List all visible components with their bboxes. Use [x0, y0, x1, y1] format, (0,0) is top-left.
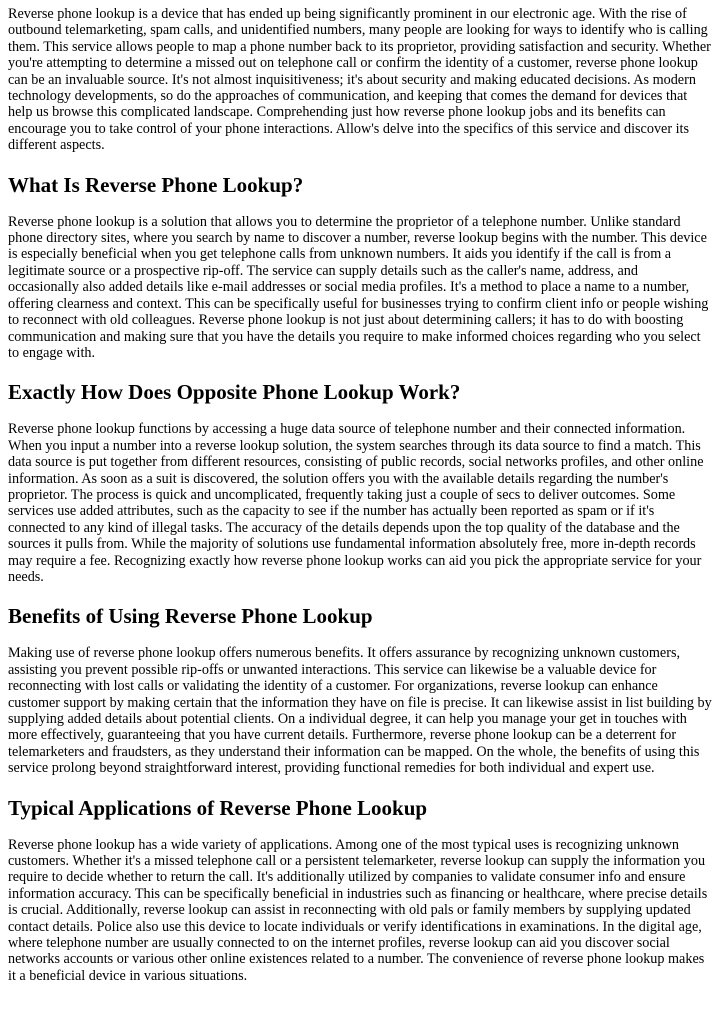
section-how-it-works — [8, 380, 712, 585]
section-heading: Exactly How Does Opposite Phone Lookup Work? — [8, 380, 461, 405]
section-heading: What Is Reverse Phone Lookup? — [8, 172, 304, 197]
section-paragraph: Reverse phone lookup functions by accessing a huge data source of telephone number and their connected information. When you input a number into a reverse lookup solution, the system searches through its data source to find a match. This data source is put together from different resources, consisting of public records, social networks profiles, and other online information. As soon as a suit is discovered, the solution offers you with the available details regarding the number's proprietor. The process is quick and uncomplicated, frequently taking just a couple of secs to deliver outcomes. Some services use added attributes, such as the capacity to see if the number has actually been reported as spam or if it's connected to any kind of illegal tasks. The accuracy of the details depends upon the top quality of the database and the sources it pulls from. While the majority of solutions use fundamental information absolutely free, more in-depth records may require a fee. Recognizing exactly how reverse phone lookup works can aid you pick the appropriate service for your needs. — [8, 421, 704, 585]
section-heading: Benefits of Using Reverse Phone Lookup — [8, 604, 373, 629]
section-paragraph: Reverse phone lookup is a solution that allows you to determine the proprietor of a telephone number. Unlike standard phone directory sites, where you search by name to discover a number, reverse lookup begins with the number. This device is especially beneficial when you get telephone calls from unknown numbers. It aids you identify if the call is from a legitimate source or a prospective rip-off. The service can supply details such as the caller's name, address, and occasionally also added details like e-mail addresses or social media profiles. It's a method to place a name to a number, offering clearness and context. This can be specifically useful for businesses trying to confirm client info or people wishing to reconnect with old colleagues. Reverse phone lookup is not just about determining callers; it has to do with boosting communication and making sure that you have the details you require to make informed choices regarding who you select to engage with. — [8, 213, 709, 361]
section-paragraph: Making use of reverse phone lookup offers numerous benefits. It offers assurance by recognizing unknown customers, assisting you prevent possible rip-offs or unwanted interactions. This service can likewise be a valuable device for reconnecting with lost calls or validating the identity of a customer. For organizations, reverse lookup can enhance customer support by making certain that the information they have on file is precise. It can likewise assist in list building by supplying added details about potential clients. On a individual degree, it can help you manage your get in touches with more effectively, guaranteeing that you have current details. Furthermore, reverse phone lookup can be a deterrent for telemarketers and fraudsters, as they understand their information can be mapped. On the whole, the benefits of using this service prolong beyond straightforward interest, providing functional remedies for both individual and expert use. — [8, 645, 712, 777]
section-what-is — [8, 173, 712, 362]
section-applications — [8, 796, 712, 985]
section-benefits — [8, 604, 712, 776]
section-paragraph: Reverse phone lookup has a wide variety of applications. Among one of the most typical uses is recognizing unknown customers. Whether it's a missed telephone call or a persistent telemarketer, reverse lookup can supply the information you require to decide whether to return the call. It's additionally utilized by companies to validate consumer info and ensure information accuracy. This can be specifically beneficial in industries such as financing or healthcare, where precise details is crucial. Additionally, reverse lookup can assist in reconnecting with old pals or family members by supplying updated contact details. Police also use this device to locate individuals or verify identifications in examinations. In the digital age, where telephone number are usually connected to on the internet profiles, reverse lookup can aid you discover social networks accounts or various other online existences related to a number. The convenience of reverse phone lookup makes it a beneficial device in various situations. — [8, 836, 708, 984]
intro-paragraph: Reverse phone lookup is a device that has ended up being significantly prominent in our electronic age. With the rise of outbound telemarketing, spam calls, and unidentified numbers, many people are looking for ways to identify who is calling them. This service allows people to map a phone number back to its proprietor, providing satisfaction and security. Whether you're attempting to determine a missed out on telephone call or confirm the identity of a customer, reverse phone lookup can be an invaluable source. It's not almost inquisitiveness; it's about security and making educated decisions. As modern technology developments, so do the approaches of communication, and keeping that comes the demand for devices that help us browse this complicated landscape. Comprehending just how reverse phone lookup jobs and its benefits can encourage you to take control of your phone interactions. Allow's delve into the specifics of this service and discover its different aspects. — [8, 6, 711, 154]
section-heading: Typical Applications of Reverse Phone Lookup — [8, 795, 428, 820]
